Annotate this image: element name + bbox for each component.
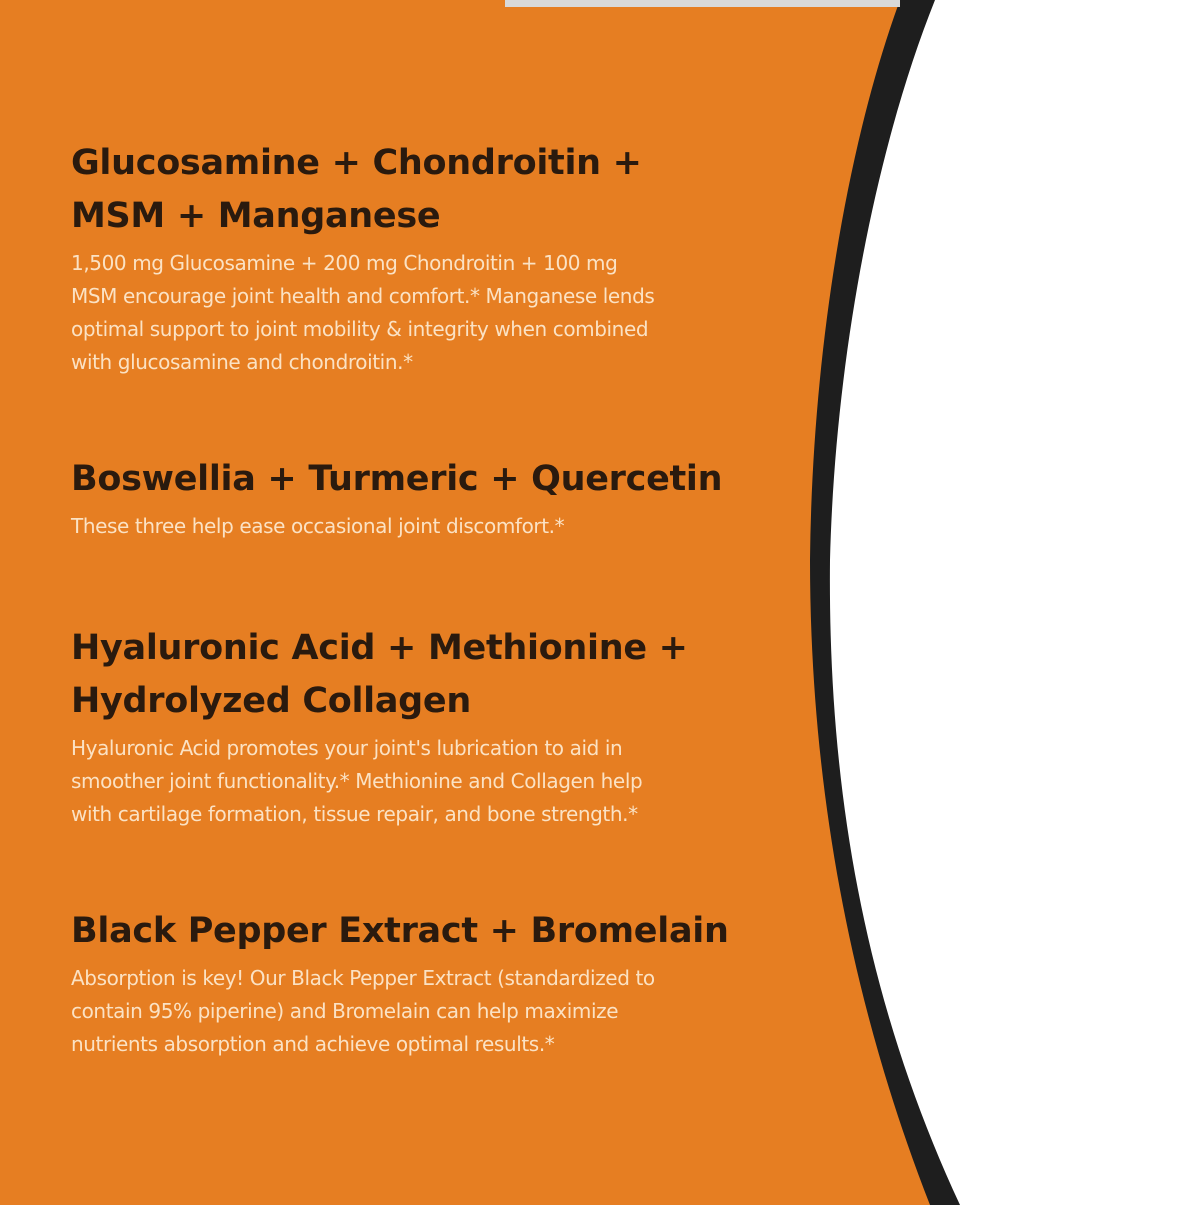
description-line: with glucosamine and chondroitin.*	[71, 350, 413, 374]
ingredient-section-black-pepper	[71, 905, 791, 1061]
description-line: with cartilage formation, tissue repair, and bone strength.*	[71, 802, 638, 826]
description-line: Absorption is key! Our Black Pepper Extract (standardized to	[71, 966, 655, 990]
ingredient-section-hyaluronic-acid	[71, 622, 791, 831]
ingredient-heading	[71, 453, 791, 506]
heading-line: Hyaluronic Acid + Methionine +	[71, 628, 688, 668]
description-line: These three help ease occasional joint discomfort.*	[71, 514, 565, 538]
description-line: 1,500 mg Glucosamine + 200 mg Chondroitin + 100 mg	[71, 251, 618, 275]
description-line: contain 95% piperine) and Bromelain can help maximize	[71, 999, 619, 1023]
heading-line: MSM + Manganese	[71, 196, 441, 236]
description-line: MSM encourage joint health and comfort.* Manganese lends	[71, 284, 655, 308]
ingredient-description	[71, 962, 791, 1061]
heading-line: Glucosamine + Chondroitin +	[71, 143, 642, 183]
ingredient-heading	[71, 622, 791, 728]
ingredient-description	[71, 510, 791, 543]
ingredient-heading	[71, 905, 791, 958]
ingredient-section-boswellia	[71, 453, 791, 543]
top-photo-strip	[505, 0, 900, 7]
description-line: Hyaluronic Acid promotes your joint's lubrication to aid in	[71, 736, 623, 760]
ingredient-description	[71, 732, 791, 831]
heading-line: Boswellia + Turmeric + Quercetin	[71, 459, 723, 499]
ingredient-section-glucosamine	[71, 137, 791, 379]
ingredient-description	[71, 247, 791, 379]
heading-line: Hydrolyzed Collagen	[71, 681, 471, 721]
description-line: nutrients absorption and achieve optimal results.*	[71, 1032, 555, 1056]
description-line: smoother joint functionality.* Methionine and Collagen help	[71, 769, 643, 793]
ingredient-heading	[71, 137, 791, 243]
description-line: optimal support to joint mobility & integrity when combined	[71, 317, 649, 341]
heading-line: Black Pepper Extract + Bromelain	[71, 911, 729, 951]
